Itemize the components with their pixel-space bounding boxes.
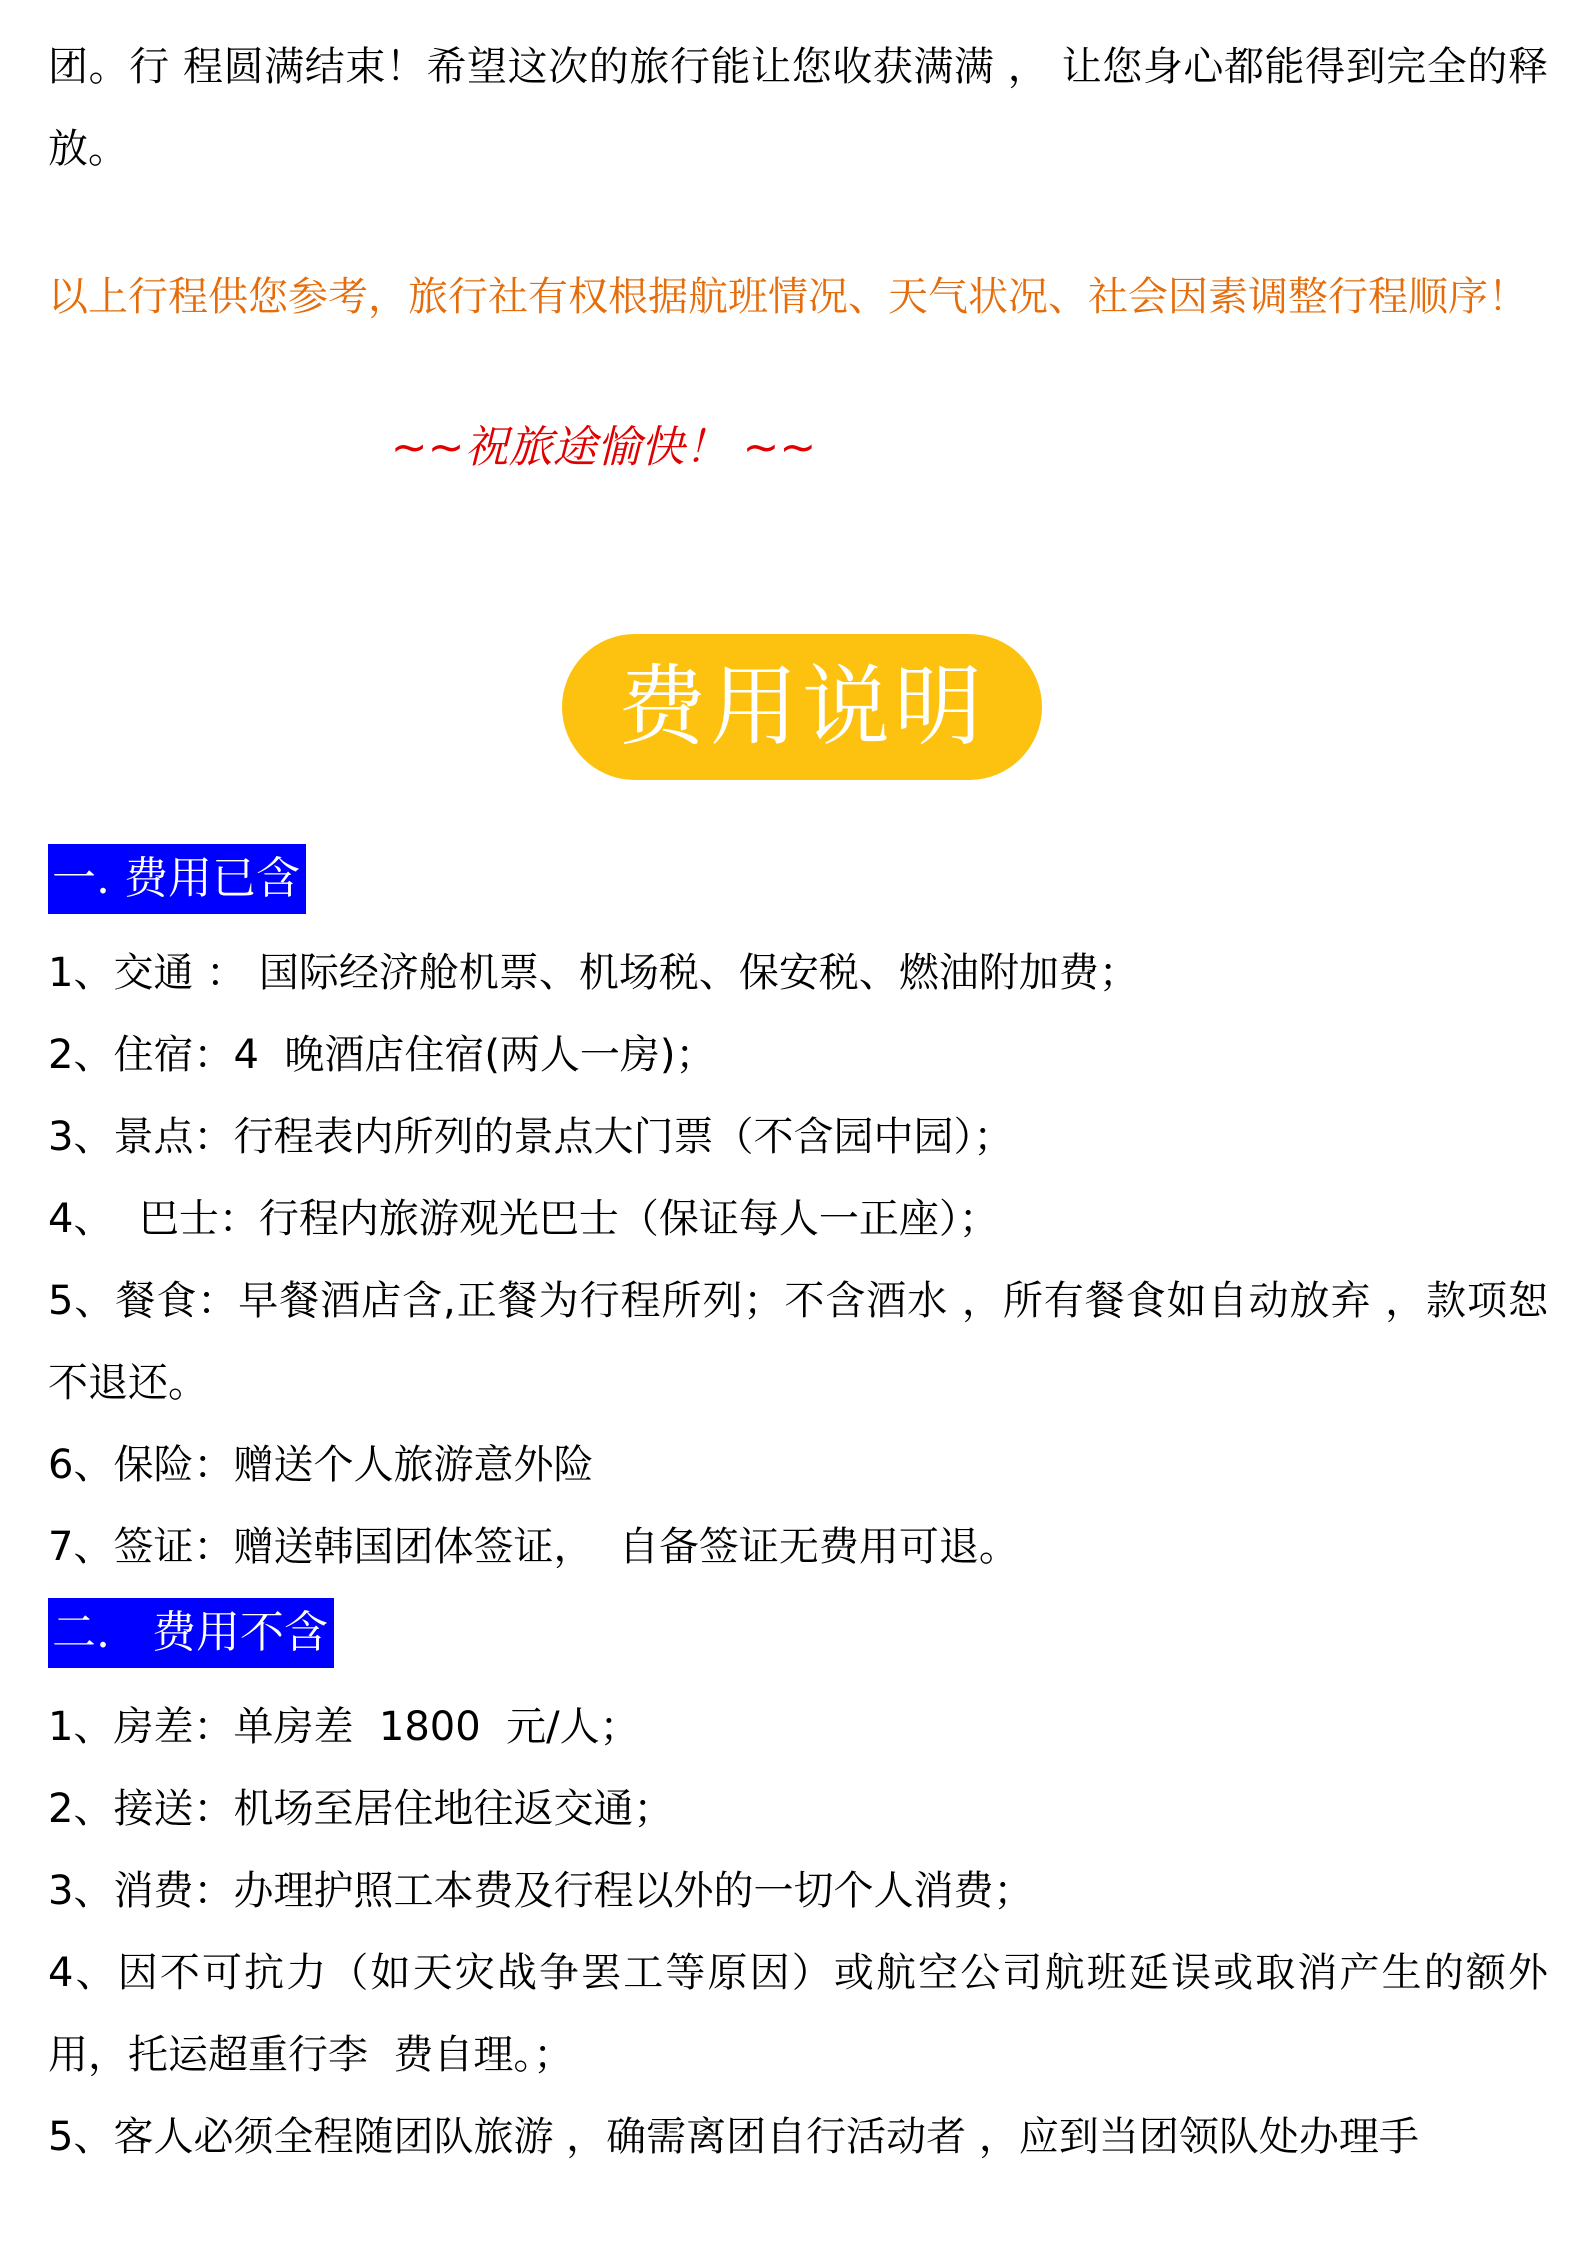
excluded-item-group-travel: 5、客人必须全程随团队旅游 ，确需离团自行活动者 ，应到当团领队处办理手 <box>48 2114 1419 2160</box>
section-heading-included: 一. 费用已含 <box>48 844 306 914</box>
included-item-bus: 4、 巴士：行程内旅游观光巴士（保证每人一正座）； <box>48 1196 999 1242</box>
included-fees-list <box>48 932 1548 1588</box>
excluded-item-personal-expenses: 3、消费：办理护照工本费及行程以外的一切个人消费； <box>48 1868 1034 1914</box>
fee-description-title: 费用说明 <box>617 655 986 758</box>
itinerary-notice: 以上行程供您参考，旅行社有权根据航班情况、天气状况、社会因素调整行程顺序！ <box>48 274 1528 320</box>
fee-description-title-badge <box>562 634 1042 780</box>
excluded-fees-list <box>48 1686 1548 2178</box>
included-item-meals: 5、餐食：早餐酒店含,正餐为行程所列；不含酒水 ，所有餐食如自动放弃 ，款项恕不退还。 <box>48 1278 1548 1406</box>
travel-wish: ~~祝旅途愉快！ ~~ <box>390 422 817 473</box>
included-item-insurance: 6、保险：赠送个人旅游意外险 <box>48 1442 594 1488</box>
excluded-item-force-majeure: 4、因不可抗力（如天灾战争罢工等原因）或航空公司航班延误或取消产生的额外用，托运超重行李 费自理。； <box>48 1950 1548 2078</box>
intro-paragraph: 团。行 程圆满结束！希望这次的旅行能让您收获满满 ， 让您身心都能得到完全的释放。 <box>48 44 1548 172</box>
included-item-accommodation: 2、住宿：4 晚酒店住宿(两人一房)； <box>48 1032 716 1078</box>
included-item-visa: 7、签证：赠送韩国团体签证， 自备签证无费用可退。 <box>48 1524 1019 1570</box>
included-item-attractions: 3、景点：行程表内所列的景点大门票（不含园中园）； <box>48 1114 1014 1160</box>
excluded-item-transfer: 2、接送：机场至居住地往返交通； <box>48 1786 674 1832</box>
included-item-transport: 1、交通 ： 国际经济舱机票、机场税、保安税、燃油附加费； <box>48 950 1139 996</box>
excluded-item-single-room: 1、房差：单房差 1800 元/人； <box>48 1704 640 1750</box>
section-heading-excluded: 二. 费用不含 <box>48 1598 334 1668</box>
